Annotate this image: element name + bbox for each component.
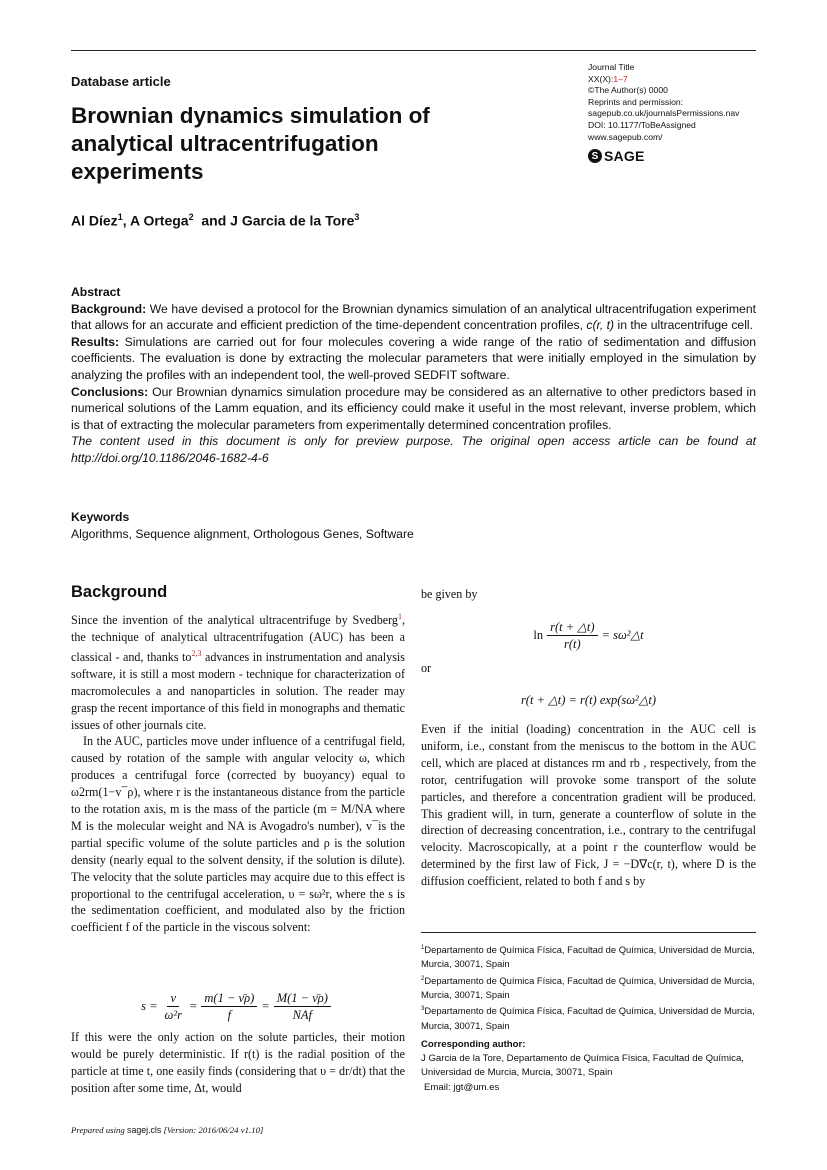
- right-column-intro: be given by: [421, 587, 478, 601]
- abstract-background: [71, 301, 756, 334]
- author-affiliation: 3: [354, 212, 360, 222]
- volume-prefix: XX(X):: [588, 73, 614, 84]
- ln-operator: ln: [533, 627, 544, 642]
- denominator: r(t): [563, 636, 581, 651]
- paragraph: In the AUC, particles move under influence of a centrifugal field, caused by rotation of the sample with angular velocity ω, which produces a centrifugal force (corrected by buoyancy) equal to ω2rm(1−v¯ρ), where r is the instantaneous distance from the particle to the rotation axis, m is the mass of the particle (m = M/NA where M is the molecular weight and NA is Avogadro's number), v¯is the partial specific volume of the solute particles and ρ is the solution density (nearly equal to the solvent density, if the solution is dilute). The velocity that the solute particles may acquire due to this effect is proportional to the centrifugal acceleration, υ = sω²r, where the s is the sedimentation coefficient, and modulated also by the friction coefficient f of the particle in the viscous solvent:: [71, 734, 405, 935]
- fraction: [201, 990, 257, 1023]
- footnote-item: [421, 1002, 756, 1033]
- footnote-rule: [421, 932, 756, 933]
- numerator: M(1 − ν̄ρ): [274, 990, 331, 1007]
- section-heading: Background: [71, 583, 168, 601]
- equation-rhs: = sω²△t: [601, 628, 644, 642]
- footnote-text: Departamento de Química Física, Facultad de Química, Universidad de Murcia, Murcia, 30071, Spain: [421, 974, 755, 1001]
- journal-title: Journal Title: [588, 62, 635, 72]
- footnote-number: 3: [421, 1006, 425, 1013]
- page-range-link[interactable]: 1–7: [613, 73, 628, 84]
- doi: DOI: 10.1177/ToBeAssigned: [588, 119, 696, 130]
- numerator: ν: [167, 990, 179, 1007]
- results-text: Simulations are carried out for four molecules covering a wide range of the ratio of sedimentation and diffusion coefficients. The evaluation is done by extracting the molecular parameters that were initially employed in the simulation by analyzing the profiles with an independent tool, the well-proved SEDFIT software.: [71, 334, 756, 382]
- citation-link[interactable]: 2,3: [191, 648, 202, 658]
- results-label: Results:: [71, 334, 120, 349]
- abstract-heading: Abstract: [71, 285, 121, 299]
- equation-sedimentation: [71, 986, 405, 1026]
- keywords: [71, 509, 414, 543]
- numerator: r(t + △t): [547, 619, 597, 636]
- footnote-text: Departamento de Química Física, Facultad de Química, Universidad de Murcia, Murcia, 30071, Spain: [421, 1005, 755, 1031]
- permissions-url: sagepub.co.uk/journalsPermissions.nav: [588, 108, 740, 119]
- denominator: f: [227, 1007, 232, 1022]
- author-name: Al Díez: [71, 212, 118, 229]
- equation-exp-position: r(t + △t) = r(t) exp(sω²△t): [520, 693, 657, 707]
- corresponding-text: J Garcia de la Tore, Departamento de Química Física, Facultad de Química, Universidad de Murcia, Murcia, 30071, Spain: [421, 1053, 744, 1078]
- author-affiliation: 1: [117, 212, 123, 222]
- journal-info: [588, 62, 739, 143]
- background-text: We have devised a protocol for the Brownian dynamics simulation of an analytical ultracentrifugation experiment that allows for an accurate and efficient prediction of the time-dependent concentration profiles,: [71, 301, 756, 333]
- keywords-heading: Keywords: [71, 510, 130, 524]
- left-column: [71, 609, 405, 936]
- article-type: Database article: [71, 74, 171, 89]
- equation-lhs: s =: [141, 998, 158, 1013]
- conclusions-text: Our Brownian dynamics simulation procedure may be considered as an alternative to other predictors based in numerical solutions of the Lamm equation, and its efficiency could make it useful in the most relevant, inverse problem, which is that of extracting the molecular parameters from experimentally determined concentration profiles.: [71, 384, 756, 432]
- corresponding-heading: Corresponding author:: [421, 1039, 526, 1050]
- paragraph: Even if the initial (loading) concentration in the AUC cell is uniform, i.e., constant from the meniscus to the bottom in the AUC cell, which are placed at distances rm and rb , respectively, from the rotor, centrifugation will provoke some transport of the solute particles, and therefore a concentration gradient will be produced. This gradient will, in turn, generate a counterflow of solute in the direction of decreasing concentration, i.e., contrary to the centrifugal velocity. Macroscopically, at a point r the counterflow would be determined by the first law of Fick, J = −D∇c(r, t), where D is the diffusion coefficient, related to both f and s by: [421, 722, 756, 889]
- journal-volume: [588, 74, 739, 86]
- paragraph: [71, 609, 405, 733]
- paragraph-text: advances in instrumentation and analysis software, it is still a most modern - technique for characterization of macromolecules a and nanoparticles in solution. The reader may grasp the recent importance of this field in monographs and thematic issues of other journals cite.: [71, 649, 405, 732]
- email-link[interactable]: Email: jgt@um.es: [424, 1082, 500, 1093]
- paragraph-text: Since the invention of the analytical ultracentrifuge by Svedberg: [71, 613, 398, 628]
- paper-title: Brownian dynamics simulation of analytical ultracentrifugation experiments: [71, 103, 430, 184]
- denominator: ω²r: [164, 1007, 182, 1022]
- preview-notice: The content used in this document is only for preview purpose. The original open access article can be found at http://doi.org/10.1186/2046-1682-4-6: [71, 434, 756, 465]
- affiliation-footnotes: [421, 941, 756, 1033]
- footer-version: [Version: 2016/06/24 v1.10]: [161, 1125, 264, 1135]
- reprints: Reprints and permission:: [588, 96, 684, 107]
- footnote-item: [421, 972, 756, 1003]
- page-footer: [71, 1125, 263, 1135]
- header-rule: [71, 50, 756, 51]
- keywords-list: Algorithms, Sequence alignment, Orthologous Genes, Software: [71, 527, 414, 541]
- fraction: [162, 990, 185, 1023]
- paragraph-text: , the technique of analytical ultracentrifugation (AUC) has been a classical - and, thanks to: [71, 613, 405, 664]
- paragraph: If this were the only action on the solute particles, their motion would be purely deterministic. If r(t) is the radial position of the particle at time t, one easily finds (considering that υ = dr/dt) that the position after some time, Δt, would: [71, 1030, 405, 1095]
- concentration-symbol: c(r, t): [586, 318, 615, 333]
- abstract-results: [71, 334, 756, 384]
- sage-logo-mark-icon: S: [588, 149, 602, 163]
- equation-log-position: [421, 614, 756, 656]
- footnote-text: Departamento de Química Física, Facultad de Química, Universidad de Murcia, Murcia, 30071, Spain: [421, 944, 755, 970]
- copyright: ©The Author(s) 0000: [588, 85, 668, 96]
- author-list: [71, 212, 359, 229]
- equals-sign: =: [261, 998, 270, 1013]
- background-text-end: in the ultracentrifuge cell.: [614, 318, 754, 333]
- author-name: A Ortega: [129, 212, 189, 229]
- citation-link[interactable]: 1: [397, 612, 402, 621]
- sage-logo: [588, 148, 644, 164]
- connector-text: or: [421, 661, 432, 675]
- fraction: [274, 990, 331, 1023]
- author-affiliation: 2: [188, 212, 194, 222]
- fraction: [547, 619, 597, 652]
- denominator: NAf: [292, 1007, 313, 1022]
- abstract-conclusions: [71, 384, 756, 434]
- equals-sign: =: [188, 998, 198, 1013]
- footer-class-file: sagej.cls: [127, 1125, 162, 1135]
- website: www.sagepub.com/: [588, 131, 663, 142]
- abstract: [71, 284, 756, 467]
- conclusions-label: Conclusions:: [71, 384, 149, 399]
- background-label: Background:: [71, 301, 147, 316]
- footnote-number: 2: [421, 975, 425, 982]
- footnote-item: [421, 941, 756, 972]
- footer-prefix: Prepared using: [71, 1125, 128, 1135]
- numerator: m(1 − ν̄ρ): [201, 990, 257, 1007]
- author-separator: ,: [122, 212, 130, 229]
- author-separator: and: [193, 212, 231, 229]
- footnote-number: 1: [421, 945, 425, 951]
- sage-logo-word: SAGE: [604, 148, 645, 164]
- author-name: J Garcia de la Tore: [230, 212, 355, 229]
